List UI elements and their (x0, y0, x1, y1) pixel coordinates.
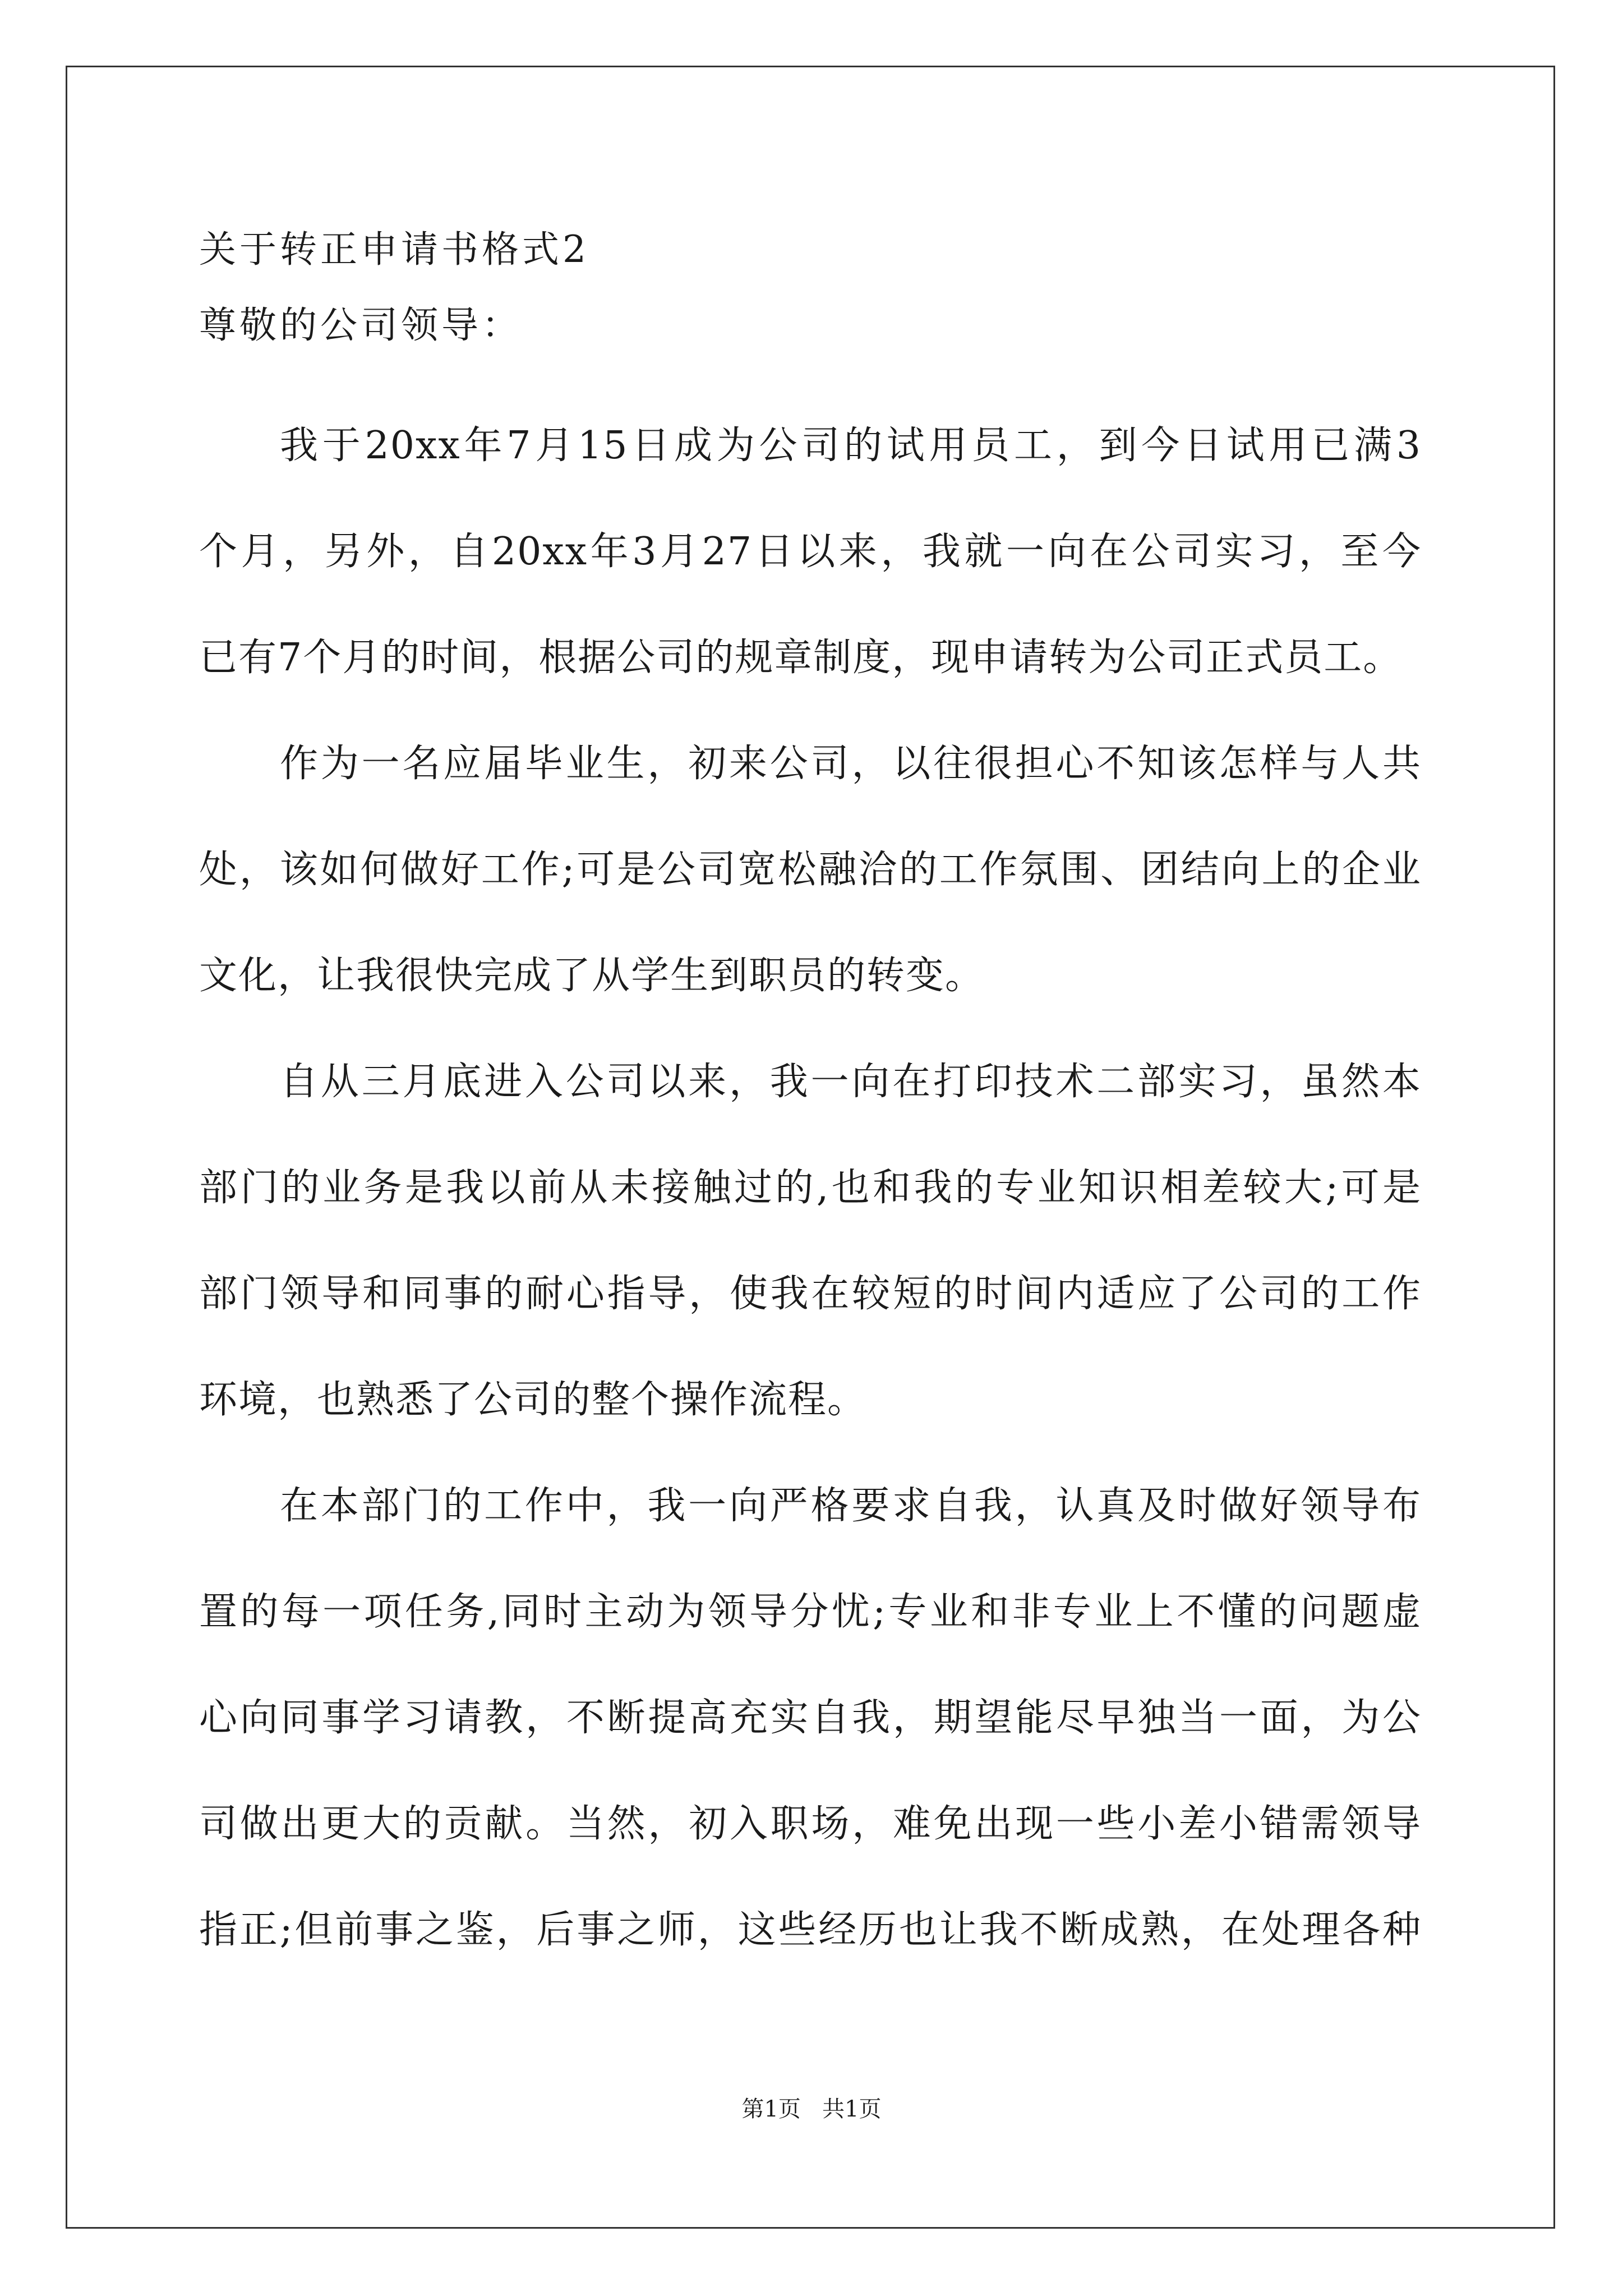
document-body (199, 424, 1422, 2014)
paragraph-line: 我于20xx年7月15日成为公司的试用员工，到今日试用已满3 (280, 424, 1422, 468)
paragraph-line: 作为一名应届毕业生，初来公司，以往很担心不知该怎样与人共 (280, 742, 1422, 786)
paragraph-line: 司做出更大的贡献。当然，初入职场，难免出现一些小差小错需领导 (199, 1802, 1422, 1846)
paragraph (199, 1484, 1422, 2014)
paragraph-line: 已有7个月的时间，根据公司的规章制度，现申请转为公司正式员工。 (199, 636, 1403, 680)
page-footer: 第1页 共1页 (741, 2096, 882, 2122)
paragraph-line: 个月，另外，自20xx年3月27日以来，我就一向在公司实习，至今 (199, 530, 1422, 574)
paragraph-line: 环境，也熟悉了公司的整个操作流程。 (199, 1378, 867, 1422)
paragraph-line: 文化，让我很快完成了从学生到职员的转变。 (199, 954, 985, 998)
paragraph (199, 424, 1422, 742)
paragraph-line: 处，该如何做好工作;可是公司宽松融洽的工作氛围、团结向上的企业 (199, 848, 1422, 892)
salutation: 尊敬的公司领导： (199, 303, 522, 347)
paragraph-line: 在本部门的工作中，我一向严格要求自我，认真及时做好领导布 (280, 1484, 1422, 1528)
paragraph-line: 自从三月底进入公司以来，我一向在打印技术二部实习，虽然本 (280, 1060, 1422, 1104)
paragraph-line: 部门的业务是我以前从未接触过的,也和我的专业知识相差较大;可是 (199, 1166, 1422, 1210)
paragraph (199, 1060, 1422, 1484)
paragraph-line: 置的每一项任务,同时主动为领导分忧;专业和非专业上不懂的问题虚 (199, 1590, 1422, 1634)
paragraph-line: 心向同事学习请教，不断提高充实自我，期望能尽早独当一面，为公 (199, 1696, 1422, 1740)
document-title: 关于转正申请书格式2 (199, 228, 589, 271)
paragraph-line: 指正;但前事之鉴，后事之师，这些经历也让我不断成熟，在处理各种 (199, 1908, 1422, 1952)
paragraph (199, 742, 1422, 1060)
paragraph-line: 部门领导和同事的耐心指导，使我在较短的时间内适应了公司的工作 (199, 1272, 1422, 1316)
